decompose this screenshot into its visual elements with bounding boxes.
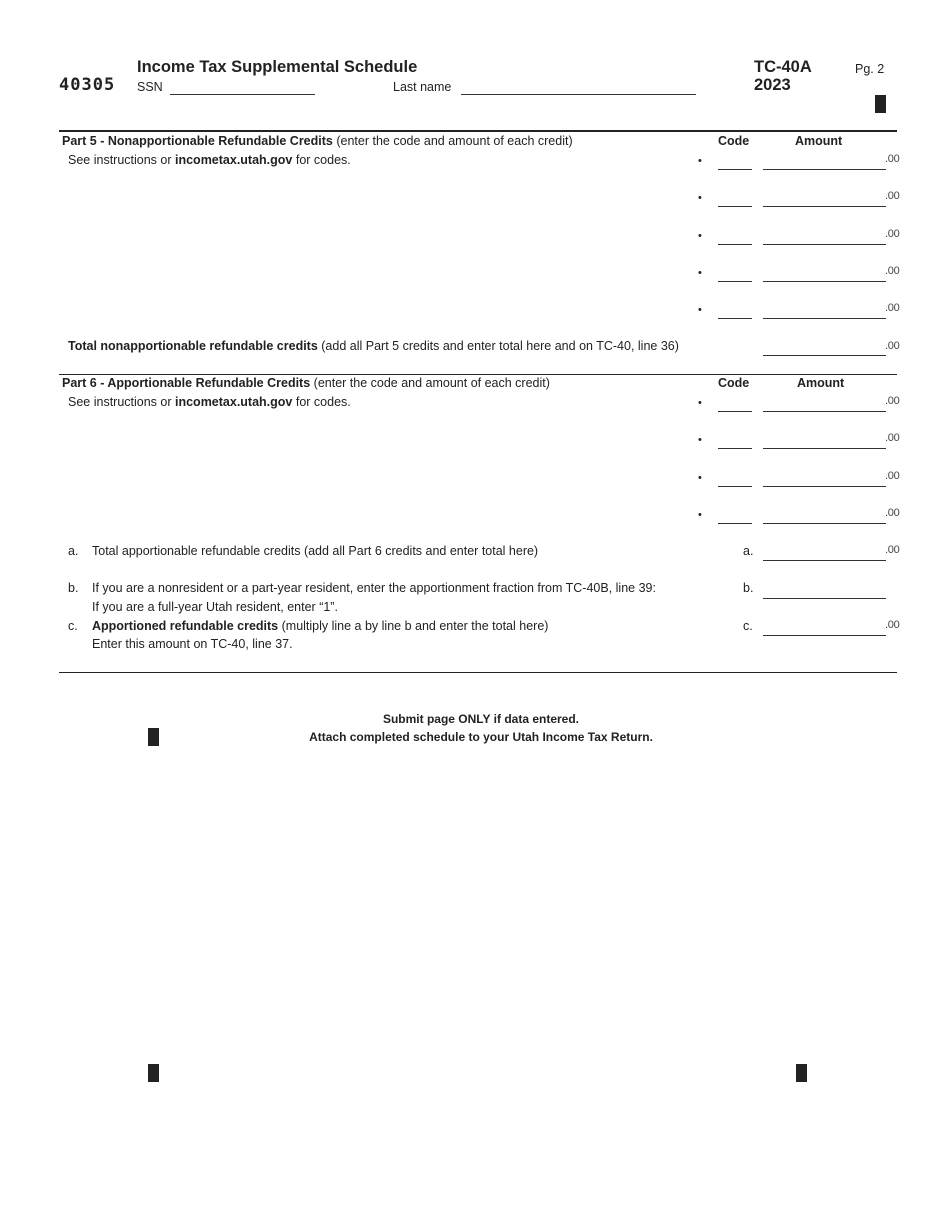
part6-code-field-1[interactable] [718,396,752,412]
part5-cents-5: .00 [885,302,900,315]
part6-cents-4: .00 [885,506,900,519]
part5-amount-field-4[interactable] [763,266,886,282]
tax-year: 2023 [754,76,791,94]
last-name-label: Last name [393,80,452,94]
part5-title-rest: (enter the code and amount of each credit) [332,134,573,148]
row-bullet: • [698,508,702,521]
row-bullet: • [698,266,702,279]
part6-instructions [68,395,351,409]
part5-top-rule [59,130,897,132]
line-a-letter-right: a. [743,544,754,558]
last-name-field[interactable] [461,79,696,95]
attach-note: Attach completed schedule to your Utah Income Tax Return. [309,730,653,744]
part5-amount-header: Amount [795,134,843,148]
part6-amount-header: Amount [797,376,845,390]
part6-instr-link[interactable]: incometax.utah.gov [175,395,293,409]
line-c-letter-right: c. [743,619,753,633]
part6-amount-field-3[interactable] [763,471,886,487]
registration-mark-bottom-left [148,1064,159,1082]
row-bullet: • [698,471,702,484]
part5-amount-field-2[interactable] [763,191,886,207]
line-a-amount-field[interactable] [763,545,886,561]
part6-top-rule [59,374,897,375]
form-number: TC-40A [754,58,812,76]
part5-total-rest: (add all Part 5 credits and enter total here and on TC-40, line 36) [317,339,679,353]
line-a-letter: a. [68,544,79,558]
part5-title-bold: Part 5 - Nonapportionable Refundable Credits [62,134,333,148]
part6-cents-1: .00 [885,395,900,407]
part5-cents-4: .00 [885,264,900,277]
part6-instr-pre: See instructions or [68,395,175,409]
part6-title-bold: Part 6 - Apportionable Refundable Credits [62,376,311,390]
part5-cents-3: .00 [885,227,900,240]
part6-code-field-4[interactable] [718,508,752,524]
part5-total-amount-field[interactable] [763,340,886,356]
part5-amount-field-5[interactable] [763,303,886,319]
part5-instr-link[interactable]: incometax.utah.gov [175,153,293,167]
page-title: Income Tax Supplemental Schedule [137,58,418,76]
part5-total-cents: .00 [885,340,900,352]
part5-amount-field-1[interactable] [763,154,886,170]
part6-bottom-rule [59,672,897,673]
line-c-cents: .00 [885,619,900,631]
part5-cents-1: .00 [885,153,900,165]
part5-code-field-1[interactable] [718,154,752,170]
line-a-cents: .00 [885,544,900,556]
registration-mark-mid-left [148,728,159,746]
registration-mark-top-right [875,95,886,113]
line-c-amount-field[interactable] [763,620,886,636]
line-b-letter-right: b. [743,581,754,595]
part5-total-bold: Total nonapportionable refundable credits [68,339,318,353]
part5-total-label [68,339,679,353]
line-b-fraction-field[interactable] [763,583,886,599]
registration-mark-bottom-right [796,1064,807,1082]
submit-note: Submit page ONLY if data entered. [382,712,580,726]
line-a-text: Total apportionable refundable credits (add all Part 6 credits and enter total here) [92,544,539,558]
part6-code-header: Code [718,376,750,390]
part6-code-field-2[interactable] [718,433,752,449]
line-b-text2: If you are a full-year Utah resident, enter “1”. [92,600,338,614]
part5-code-header: Code [718,134,750,148]
page-number: Pg. 2 [855,62,885,76]
part6-amount-field-1[interactable] [763,396,886,412]
part6-instr-post: for codes. [292,395,351,409]
line-b-letter: b. [68,581,79,595]
part5-code-field-2[interactable] [718,191,752,207]
part5-cents-2: .00 [885,190,900,203]
form-code: 40305 [59,75,116,95]
row-bullet: • [698,397,702,409]
part6-cents-3: .00 [885,469,900,482]
part6-title [62,376,550,390]
row-bullet: • [698,155,702,167]
part5-instr-pre: See instructions or [68,153,175,167]
line-c-rest: (multiply line a by line b and enter the total here) [278,619,549,633]
part5-instructions [68,153,351,167]
part5-code-field-4[interactable] [718,266,752,282]
line-c-text2: Enter this amount on TC-40, line 37. [92,637,293,651]
row-bullet: • [698,434,702,447]
part6-cents-2: .00 [885,432,900,445]
part5-title [62,134,573,148]
row-bullet: • [698,192,702,205]
part5-code-field-3[interactable] [718,229,752,245]
line-c-bold: Apportioned refundable credits [92,619,279,633]
row-bullet: • [698,304,702,317]
line-b-text1: If you are a nonresident or a part-year resident, enter the apportionment fraction from TC-40B, line 39: [92,581,656,595]
part5-code-field-5[interactable] [718,303,752,319]
part6-amount-field-2[interactable] [763,433,886,449]
part5-amount-field-3[interactable] [763,229,886,245]
part6-title-rest: (enter the code and amount of each credit) [310,376,550,390]
line-c-letter: c. [68,619,78,633]
part5-instr-post: for codes. [292,153,351,167]
ssn-field[interactable] [170,79,315,95]
part6-code-field-3[interactable] [718,471,752,487]
row-bullet: • [698,229,702,242]
part6-amount-field-4[interactable] [763,508,886,524]
line-c-text1 [92,619,548,633]
ssn-label: SSN [137,80,163,94]
